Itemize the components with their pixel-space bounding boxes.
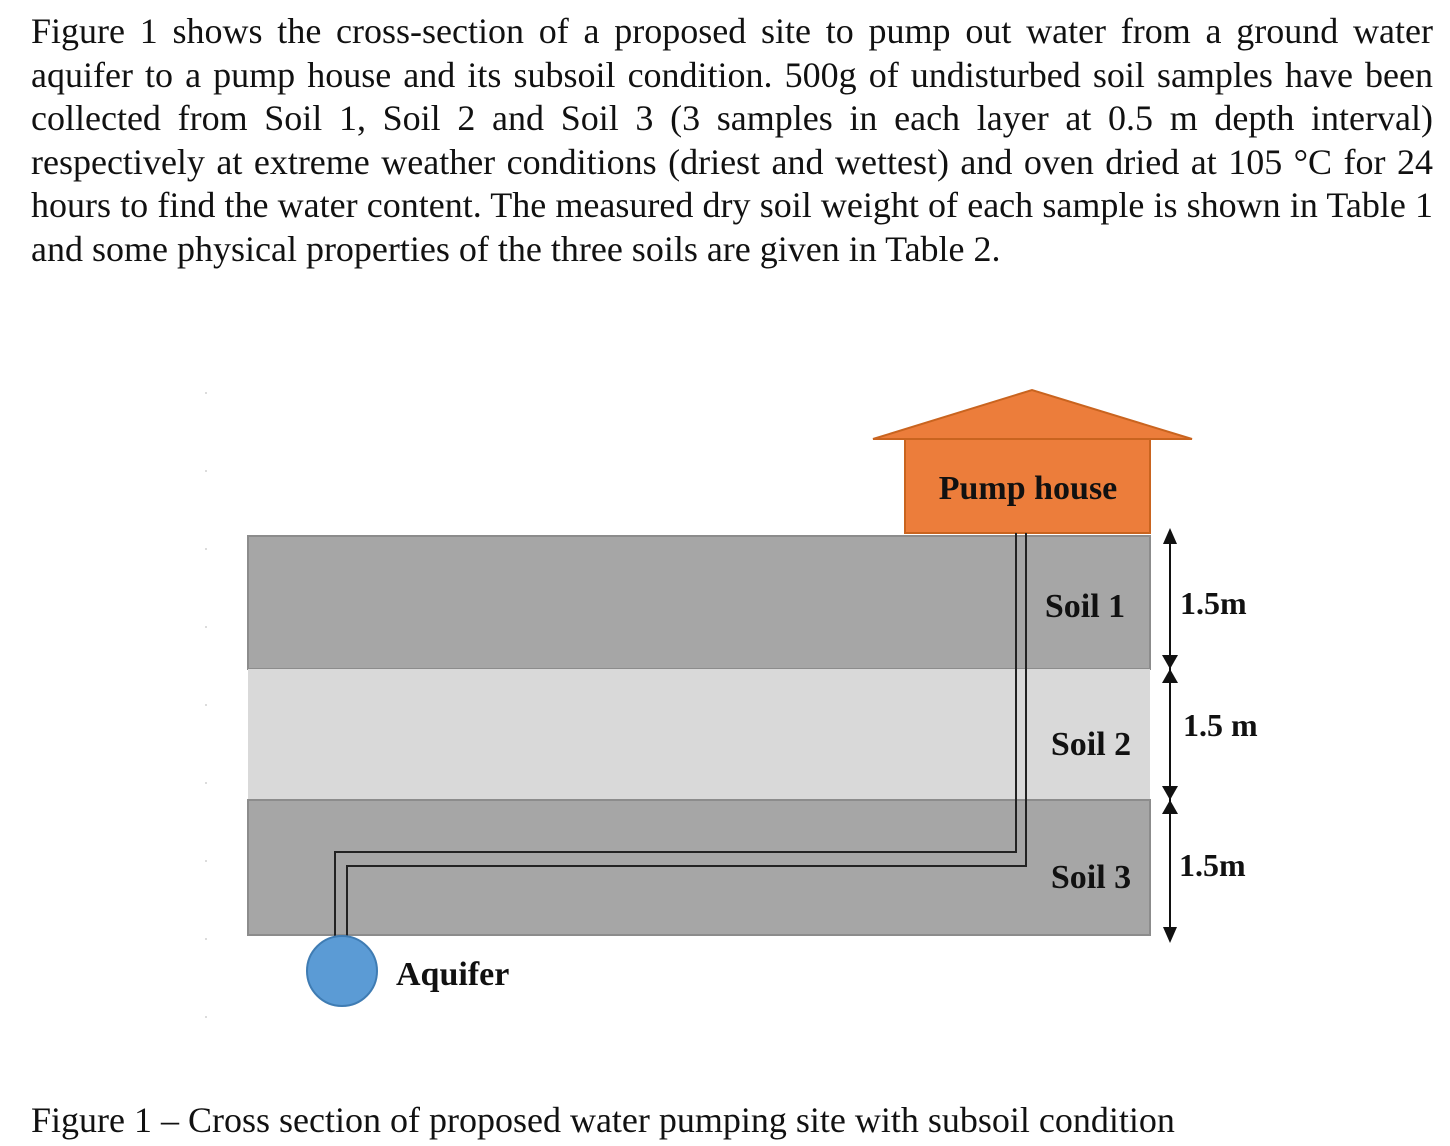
- soil-2-thickness: 1.5 m: [1183, 707, 1258, 743]
- margin-dot: [205, 782, 207, 784]
- soil-layer-1: [248, 536, 1150, 669]
- soil-layer-3: [248, 800, 1150, 935]
- margin-dot: [205, 548, 207, 550]
- soil-3-label: Soil 3: [1050, 859, 1132, 896]
- soil-layer-2: [248, 669, 1150, 800]
- margin-dot: [205, 626, 207, 628]
- margin-dot: [205, 392, 207, 394]
- margin-dot: [205, 938, 207, 940]
- problem-statement: Figure 1 shows the cross-section of a proposed site to pump out water from a ground water aquifer to a pump house and its subsoil condition. 500g of undisturbed soil samples have been collected from Soil 1, Soil 2 and Soil 3 (3 samples in each layer at 0.5 m depth interval) respectively at extreme weather conditions (driest and wettest) and oven dried at 105 °C for 24 hours to find the water content. The measured dry soil weight of each sample is shown in Table 1 and some physical properties of the three soils are given in Table 2.: [31, 11, 1433, 269]
- figure-caption: Figure 1 – Cross section of proposed water pumping site with subsoil condition: [31, 1100, 1175, 1140]
- soil-2-label: Soil 2: [1050, 726, 1132, 763]
- aquifer: [307, 936, 377, 1006]
- margin-dot: [205, 1016, 207, 1018]
- dimension-arrows: [1162, 528, 1178, 943]
- margin-dot: [205, 470, 207, 472]
- aquifer-label: Aquifer: [396, 956, 510, 993]
- pump-house-roof: [873, 390, 1192, 439]
- soil-1-thickness: 1.5m: [1180, 585, 1247, 621]
- soil-3-thickness: 1.5m: [1179, 847, 1246, 883]
- soil-1-label: Soil 1: [1044, 588, 1126, 625]
- margin-dot: [205, 860, 207, 862]
- margin-dot: [205, 704, 207, 706]
- pump-house-label: Pump house: [938, 470, 1118, 507]
